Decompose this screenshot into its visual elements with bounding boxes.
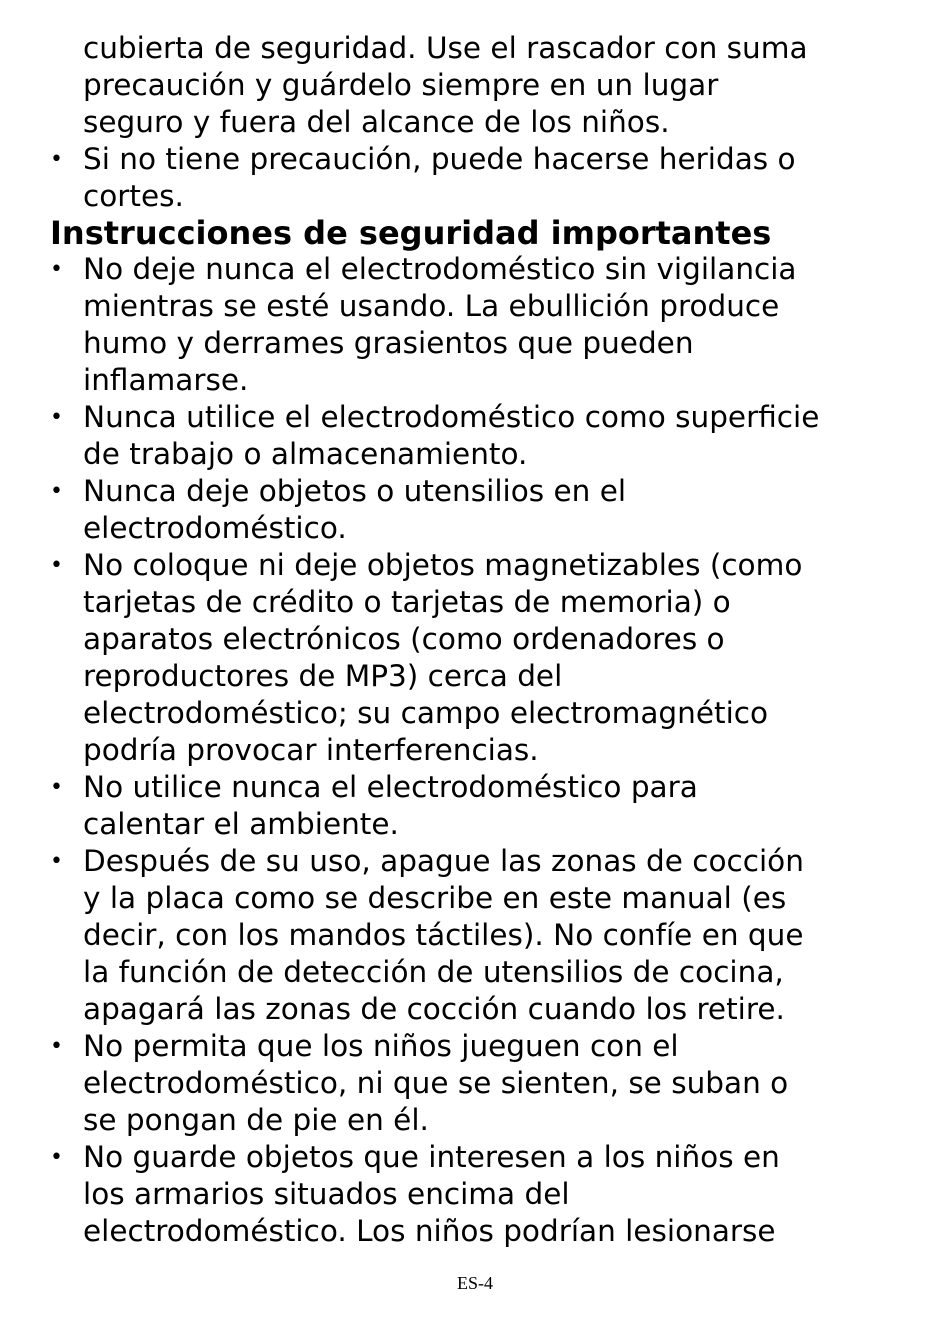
bullet-icon: • — [50, 257, 63, 282]
text-line: tarjetas de crédito o tarjetas de memoria) o — [83, 585, 731, 619]
text-line: podría provocar interferencias. — [83, 733, 539, 767]
text-line: electrodoméstico. — [83, 511, 347, 545]
text-line: Si no tiene precaución, puede hacerse heridas o — [83, 142, 796, 176]
text-line: seguro y fuera del alcance de los niños. — [83, 105, 670, 139]
text-line: No deje nunca el electrodoméstico sin vigilancia — [83, 252, 797, 286]
bullet-item — [50, 1139, 910, 1250]
text-line: No permita que los niños jueguen con el — [83, 1029, 679, 1063]
section-heading: Instrucciones de seguridad importantes — [50, 214, 772, 252]
bullet-item — [50, 399, 910, 473]
text-line: Nunca utilice el electrodoméstico como superficie — [83, 400, 820, 434]
bullet-item — [50, 473, 910, 547]
page-number: ES-4 — [457, 1273, 493, 1293]
text-line: se pongan de pie en él. — [83, 1103, 429, 1137]
bullet-icon: • — [50, 775, 63, 800]
text-line: No guarde objetos que interesen a los niños en — [83, 1140, 780, 1174]
text-line: decir, con los mandos táctiles). No confíe en que — [83, 918, 804, 952]
text-line: electrodoméstico. Los niños podrían lesionarse — [83, 1214, 776, 1248]
text-line: Después de su uso, apague las zonas de cocción — [83, 844, 804, 878]
text-line: cubierta de seguridad. Use el rascador con suma — [83, 31, 808, 65]
bullet-list — [50, 251, 910, 1250]
bullet-item — [50, 251, 910, 399]
text-line: calentar el ambiente. — [83, 807, 399, 841]
text-line: la función de detección de utensilios de cocina, — [83, 955, 784, 989]
text-line: electrodoméstico, ni que se sienten, se suban o — [83, 1066, 789, 1100]
text-line: mientras se esté usando. La ebullición produce — [83, 289, 780, 323]
text-line: cortes. — [83, 179, 184, 213]
bullet-icon: • — [50, 479, 63, 504]
text-line: y la placa como se describe en este manual (es — [83, 881, 787, 915]
text-line: reproductores de MP3) cerca del — [83, 659, 563, 693]
text-line: electrodoméstico; su campo electromagnético — [83, 696, 769, 730]
text-line: humo y derrames grasientos que pueden — [83, 326, 694, 360]
bullet-icon: • — [50, 849, 63, 874]
text-line: No coloque ni deje objetos magnetizables (como — [83, 548, 803, 582]
bullet-item — [50, 547, 910, 769]
text-line: apagará las zonas de cocción cuando los retire. — [83, 992, 785, 1026]
bullet-icon: • — [50, 553, 63, 578]
continued-paragraph — [50, 30, 910, 141]
bullet-icon: • — [50, 405, 63, 430]
bullet-item — [50, 141, 910, 215]
text-line: Nunca deje objetos o utensilios en el — [83, 474, 627, 508]
bullet-item — [50, 843, 910, 1028]
text-line: precaución y guárdelo siempre en un lugar — [83, 68, 719, 102]
bullet-icon: • — [50, 1034, 63, 1059]
text-line: aparatos electrónicos (como ordenadores o — [83, 622, 725, 656]
text-line: No utilice nunca el electrodoméstico para — [83, 770, 698, 804]
bullet-icon: • — [50, 147, 63, 172]
bullet-icon: • — [50, 1145, 63, 1170]
bullet-item — [50, 769, 910, 843]
page-content — [50, 30, 910, 1250]
text-line: los armarios situados encima del — [83, 1177, 570, 1211]
text-line: de trabajo o almacenamiento. — [83, 437, 528, 471]
bullet-item — [50, 1028, 910, 1139]
text-line: inflamarse. — [83, 363, 249, 397]
